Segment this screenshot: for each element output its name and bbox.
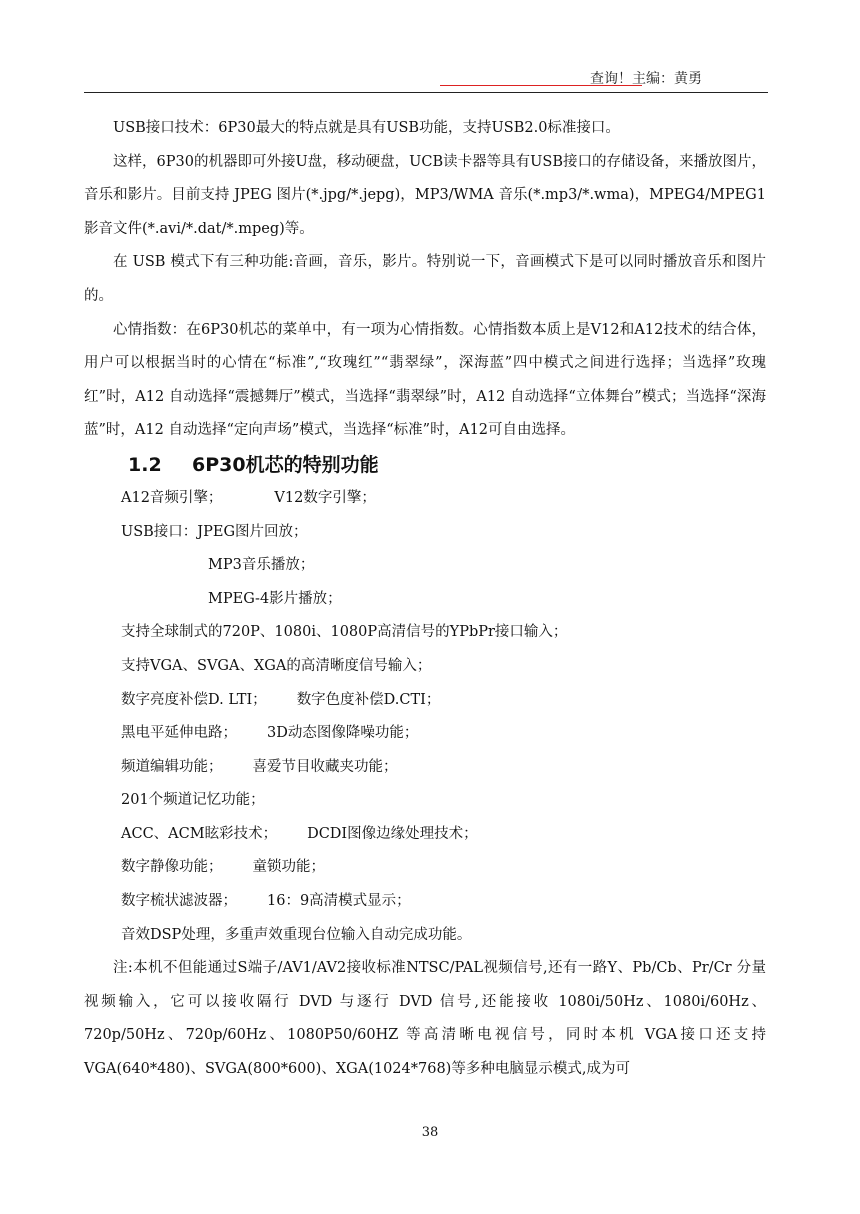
feature-item: DCDI图像边缘处理技术； — [307, 825, 478, 842]
feature-line — [84, 784, 766, 818]
feature-item: MPEG-4影片播放； — [208, 590, 342, 607]
feature-item: 201个频道记忆功能； — [121, 792, 265, 809]
feature-item: 支持全球制式的720P、1080i、1080P高清信号的YPbPr接口输入； — [121, 624, 568, 641]
feature-item: 童锁功能； — [252, 859, 325, 876]
feature-item: 频道编辑功能； — [121, 758, 223, 775]
feature-line — [84, 549, 766, 583]
feature-item: 数字梳状滤波器； — [121, 893, 237, 910]
feature-item: 数字亮度补偿D. LTI； — [121, 691, 267, 708]
paragraph-usb-devices: 这样，6P30的机器即可外接U盘，移动硬盘，UCB读卡器等具有USB接口的存储设备，来播放图片，音乐和影片。目前支持 JPEG 图片(*.jpg/*.jepg)，MP3/WMA 音乐(*.mp3/*.wma)，MPEG4/MPEG1影音文件(*.avi/*.dat/*.mpeg)等。 — [84, 153, 766, 237]
feature-item: 16：9高清模式显示； — [267, 893, 411, 910]
feature-line — [84, 751, 766, 785]
section-heading — [84, 448, 766, 482]
feature-line — [84, 616, 766, 650]
feature-item: 数字静像功能； — [121, 859, 223, 876]
feature-line — [84, 482, 766, 516]
feature-item: 3D动态图像降噪功能； — [267, 725, 419, 742]
paragraph-usb-interface: USB接口技术：6P30最大的特点就是具有USB功能，支持USB2.0标准接口。 — [113, 120, 620, 136]
paragraph-mood-index: 心情指数：在6P30机芯的菜单中，有一项为心情指数。心情指数本质上是V12和A12技术的结合体，用户可以根据当时的心情在“标准”,“玫瑰红”“翡翠绿”，深海蓝”四中模式之间进行选择；当选择”玫瑰红”时，A12 自动选择“震撼舞厅”模式，当选择“翡翠绿”时，A12 自动选择“立体舞台”模式；当选择“深海蓝”时，A12 自动选择“定向声场”模式，当选择“标准”时，A12可自由选择。 — [84, 321, 766, 439]
feature-line — [84, 818, 766, 852]
feature-item: V12数字引擎； — [274, 489, 376, 506]
feature-item: 喜爱节目收藏夹功能； — [252, 758, 398, 775]
paragraph-note: 注:本机不但能通过S端子/AV1/AV2接收标准NTSC/PAL视频信号,还有一路Y、Pb/Cb、Pr/Cr 分量视频输入，它可以接收隔行 DVD 与逐行 DVD 信号,还能接收 1080i/50Hz、1080i/60Hz、720p/50Hz、720p/60Hz、1080P50/60HZ 等高清晰电视信号，同时本机 VGA接口还支持VGA(640*480)、SVGA(800*600)、XGA(1024*768)等多种电脑显示模式,成为可 — [84, 960, 766, 1078]
feature-item: USB接口：JPEG图片回放； — [121, 523, 308, 540]
feature-line — [84, 650, 766, 684]
section-number: 1.2 — [128, 453, 162, 476]
feature-item: A12音频引擎； — [121, 489, 223, 506]
feature-line — [84, 516, 766, 550]
feature-line — [84, 851, 766, 885]
paragraph-usb-modes: 在 USB 模式下有三种功能:音画，音乐，影片。特别说一下，音画模式下是可以同时播放音乐和图片的。 — [84, 254, 766, 304]
page-number: 38 — [421, 1125, 439, 1140]
feature-line — [84, 919, 766, 953]
feature-line — [84, 885, 766, 919]
page-header — [84, 62, 768, 93]
header-text: 查询！主编：黄勇 — [590, 71, 702, 87]
feature-item: 音效DSP处理，多重声效重现台位输入自动完成功能。 — [121, 926, 472, 943]
feature-line — [84, 717, 766, 751]
feature-item: 支持VGA、SVGA、XGA的高清晰度信号输入； — [121, 657, 432, 674]
feature-line — [84, 684, 766, 718]
feature-line — [84, 583, 766, 617]
feature-item: MP3音乐播放； — [208, 557, 315, 574]
feature-item: 数字色度补偿D.CTI； — [296, 691, 441, 708]
feature-item: ACC、ACM眩彩技术； — [121, 825, 278, 842]
page-body — [84, 112, 766, 1087]
section-title: 6P30机芯的特别功能 — [192, 453, 379, 476]
feature-item: 黑电平延伸电路； — [121, 725, 237, 742]
